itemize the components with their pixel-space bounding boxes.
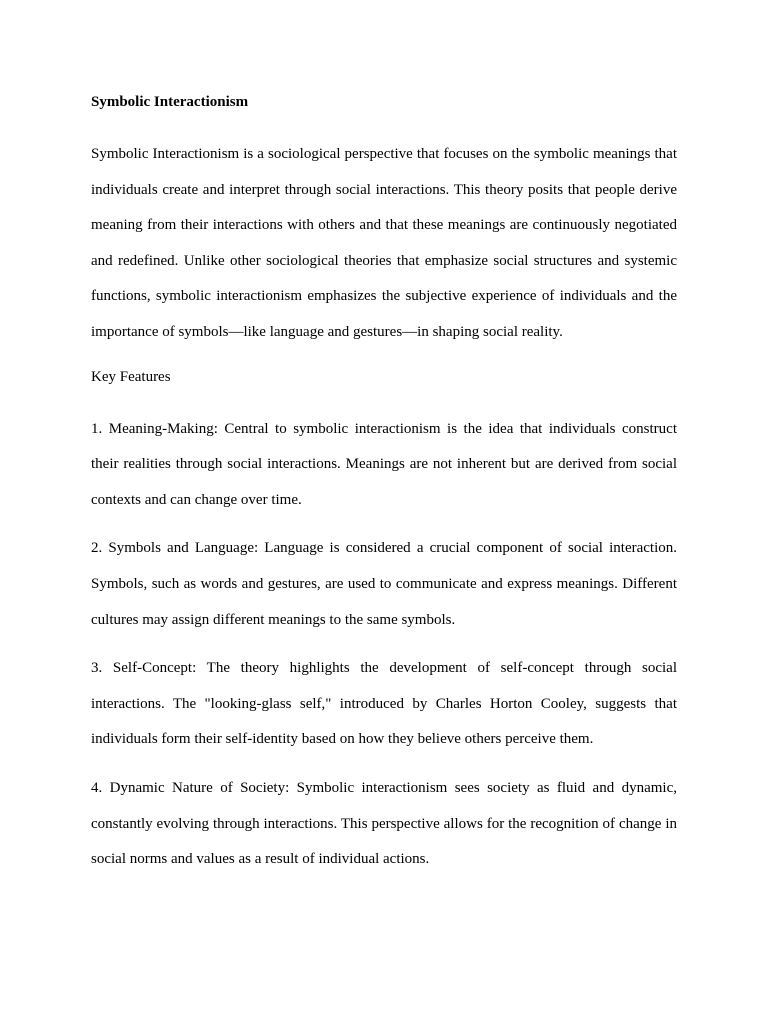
intro-paragraph: Symbolic Interactionism is a sociological perspective that focuses on the symbolic meanings that individuals create and interpret through social interactions. This theory posits that people derive meaning from their interactions with others and that these meanings are continuously negotiated and redefined. Unlike other sociological theories that emphasize social structures and systemic functions, symbolic interactionism emphasizes the subjective experience of individuals and the importance of symbols—like language and gestures—in shaping social reality. (91, 146, 677, 340)
feature-paragraph-1: 1. Meaning-Making: Central to symbolic interactionism is the idea that individuals construct their realities through social interactions. Meanings are not inherent but are derived from social contexts and can change over time. (91, 420, 677, 508)
feature-paragraph-4: 4. Dynamic Nature of Society: Symbolic interactionism sees society as fluid and dynamic, constantly evolving through interactions. This perspective allows for the recognition of change in social norms and values as a result of individual actions. (91, 779, 677, 868)
key-features-heading: Key Features (91, 368, 171, 385)
feature-paragraph-3: 3. Self-Concept: The theory highlights the development of self-concept through social interactions. The "looking-glass self," introduced by Charles Horton Cooley, suggests that individuals form their self-identity based on how they believe others perceive them. (91, 660, 677, 748)
document-body (91, 89, 677, 891)
document-title: Symbolic Interactionism (91, 94, 249, 110)
feature-paragraph-2: 2. Symbols and Language: Language is considered a crucial component of social interaction. Symbols, such as words and gestures, are used to communicate and express meanings. Different cultures may assign different meanings to the same symbols. (91, 540, 677, 628)
